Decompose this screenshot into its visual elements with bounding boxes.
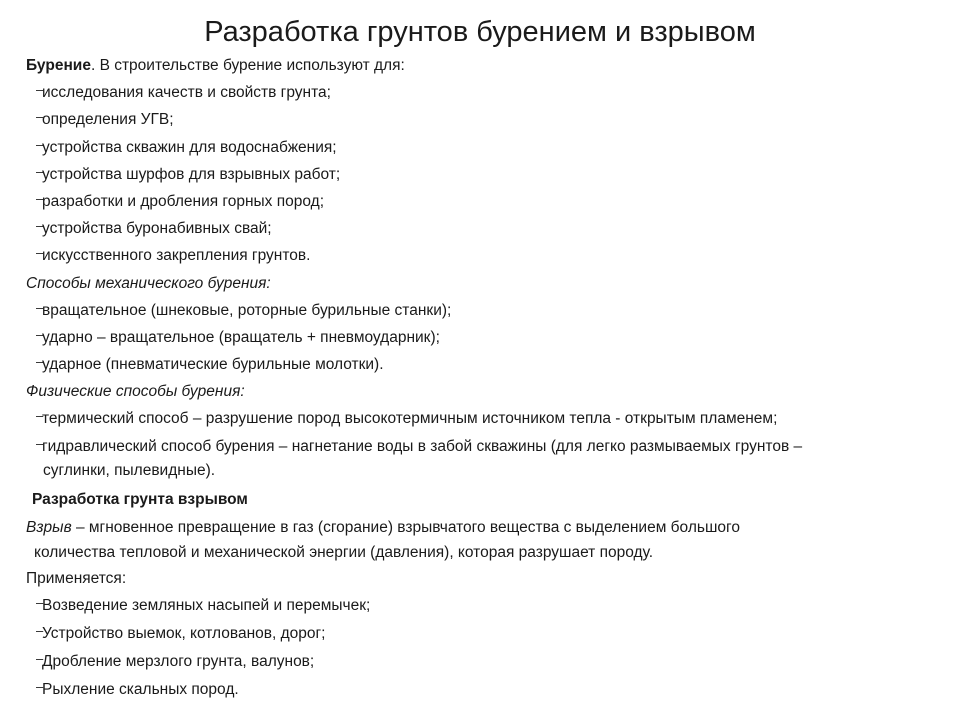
list-item [26,435,936,459]
bullet-dash: – [36,299,44,315]
list-item-text: гидравлический способ бурения – нагнетание воды в забой скважины (для легко размываемых грунтов – [42,437,803,455]
bullet-dash: – [36,408,44,424]
list-item [26,592,936,620]
list-item [26,620,936,648]
list-item-continuation: суглинки, пылевидные). [43,461,216,479]
drilling-intro-text: . В строительстве бурение используют для: [90,57,405,74]
list-item [26,79,936,106]
list-item-text: ударное (пневматические бурильные молотки). [42,356,384,374]
bullet-dash: – [36,651,44,666]
list-item-text: устройства буронабивных свай; [42,220,272,238]
list-item-text: Рыхление скальных пород. [42,681,239,698]
slide-title: Разработка грунтов бурением и взрывом [204,16,756,48]
bullet-dash: – [36,163,44,179]
slide-content [26,52,936,704]
list-item-text: Устройство выемок, котлованов, дорог; [42,625,326,642]
list-item-text: исследования качеств и свойств грунта; [42,84,331,102]
bullet-dash: – [36,218,44,234]
blasting-heading: Разработка грунта взрывом [32,490,248,508]
list-item [26,676,936,704]
bullet-dash: – [36,109,44,125]
list-item [26,324,936,351]
blasting-term: Взрыв [26,518,72,536]
list-item-text: Возведение земляных насыпей и перемычек; [42,597,371,614]
mechanical-heading: Способы механического бурения: [26,274,271,292]
drilling-term: Бурение [26,57,91,74]
list-item [26,134,936,161]
list-item [26,188,936,215]
list-item [26,215,936,242]
list-item [26,106,936,133]
list-item [26,351,936,378]
bullet-dash: – [36,190,44,206]
bullet-dash: – [36,326,44,342]
list-item [26,297,936,324]
bullet-dash: – [36,623,44,638]
list-item-text: искусственного закрепления грунтов. [42,247,311,265]
bullet-dash: – [36,82,44,98]
list-item-text: определения УГВ; [42,111,174,129]
bullet-dash: – [36,354,44,370]
list-item [26,405,936,432]
blasting-definition-continuation: количества тепловой и механической энергии (давления), которая разрушает породу. [34,543,654,561]
drilling-intro [26,52,936,79]
list-item [26,161,936,188]
list-item-text: устройства шурфов для взрывных работ; [42,165,341,183]
bullet-dash: – [36,245,44,261]
list-item-text: вращательное (шнековые, роторные бурильные станки); [42,301,452,319]
physical-heading: Физические способы бурения: [26,383,245,401]
bullet-dash: – [36,595,44,610]
list-item-text: термический способ – разрушение пород высокотермичным источником тепла - открытым пламенем; [42,410,778,428]
blasting-definition [26,515,936,540]
list-item-text: ударно – вращательное (вращатель + пневмоударник); [42,328,440,346]
bullet-dash: – [36,136,44,152]
list-item-text: разработки и дробления горных пород; [42,192,325,210]
list-item [26,242,936,269]
blasting-definition-text: – мгновенное превращение в газ (сгорание) взрывчатого вещества с выделением большого [71,518,740,536]
list-item-text: устройства скважин для водоснабжения; [42,138,337,156]
list-item [26,648,936,676]
bullet-dash: – [36,435,44,451]
bullet-dash: – [36,679,44,694]
list-item-text: Дробление мерзлого грунта, валунов; [42,653,315,670]
applied-label: Применяется: [26,569,127,587]
